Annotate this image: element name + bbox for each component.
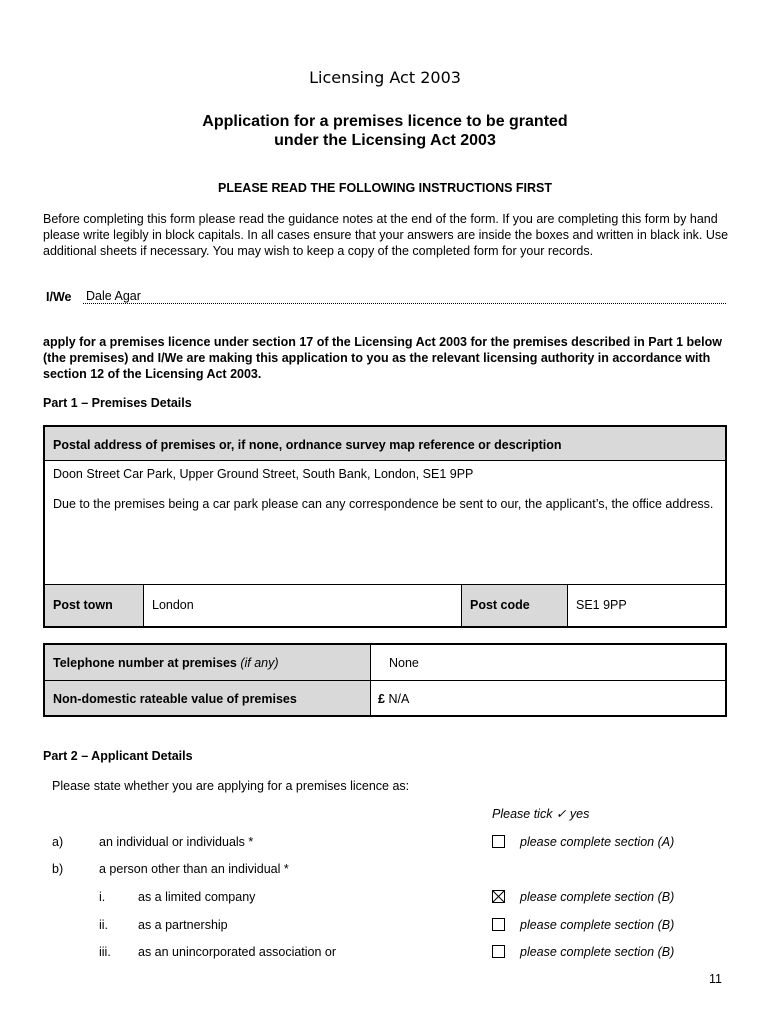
page-number: 11 — [709, 972, 722, 986]
address-line: Doon Street Car Park, Upper Ground Street, South Bank, London, SE1 9PP — [53, 467, 474, 481]
cross-mark-icon — [493, 891, 504, 902]
part1-heading: Part 1 – Premises Details — [43, 396, 192, 410]
option-a-marker: a) — [52, 835, 64, 849]
premises-address-table — [43, 425, 727, 628]
post-town-field[interactable]: London — [144, 585, 462, 626]
option-b-marker: b) — [52, 862, 64, 876]
post-town-label: Post town — [45, 585, 144, 626]
option-ii-label: as a partnership — [138, 918, 228, 932]
address-note: Due to the premises being a car park please can any correspondence be sent to our, the applicant’s, the office address. — [53, 497, 714, 511]
telephone-label-text: Telephone number at premises — [53, 656, 237, 670]
telephone-field[interactable]: None — [371, 645, 725, 681]
post-code-field[interactable]: SE1 9PP — [576, 598, 627, 612]
currency-symbol: £ — [378, 692, 385, 706]
telephone-label-qualifier: (if any) — [240, 656, 279, 670]
application-title-line-2: under the Licensing Act 2003 — [274, 132, 496, 149]
applicant-name-field[interactable]: Dale Agar — [83, 289, 726, 304]
option-iii-marker: iii. — [99, 945, 111, 959]
option-i-label: as a limited company — [138, 890, 256, 904]
rateable-value: N/A — [388, 692, 410, 706]
application-title — [0, 112, 770, 150]
option-iii-label: as an unincorporated association or — [138, 945, 337, 959]
option-i-note: please complete section (B) — [520, 890, 675, 904]
option-i-marker: i. — [99, 890, 106, 904]
part2-heading: Part 2 – Applicant Details — [43, 749, 193, 763]
telephone-rateable-table — [43, 643, 727, 717]
telephone-label — [45, 645, 371, 681]
act-title: Licensing Act 2003 — [309, 68, 461, 87]
option-i-checkbox[interactable] — [492, 890, 505, 903]
address-header: Postal address of premises or, if none, ordnance survey map reference or description — [45, 427, 725, 461]
part2-intro: Please state whether you are applying for a premises licence as: — [52, 779, 410, 793]
option-a-label: an individual or individuals * — [99, 835, 254, 849]
post-code-label: Post code — [462, 585, 568, 626]
instructions-body: Before completing this form please read the guidance notes at the end of the form. If you are completing this form by hand please write legibly in block capitals. In all cases ensure that your answers are inside the boxes and written in black ink. Use additional sheets if necessary. You may wish to keep a copy of the completed form for your records. — [43, 212, 729, 258]
applicant-label: I/We — [46, 290, 72, 304]
application-title-line-1: Application for a premises licence to be granted — [202, 113, 568, 130]
rateable-label: Non-domestic rateable value of premises — [45, 681, 371, 715]
option-a-note: please complete section (A) — [520, 835, 675, 849]
option-iii-note: please complete section (B) — [520, 945, 675, 959]
instructions-heading: PLEASE READ THE FOLLOWING INSTRUCTIONS FIRST — [217, 181, 553, 195]
apply-statement: apply for a premises licence under section 17 of the Licensing Act 2003 for the premises described in Part 1 below (the premises) and I/We are making this application to you as the relevant licensing authority in accordance with section 12 of the Licensing Act 2003. — [43, 335, 722, 381]
option-ii-note: please complete section (B) — [520, 918, 675, 932]
address-field[interactable] — [45, 461, 725, 585]
option-b-label: a person other than an individual * — [99, 862, 289, 876]
tick-header: Please tick ✓ yes — [492, 807, 590, 821]
rateable-field[interactable] — [371, 681, 725, 715]
option-iii-checkbox[interactable] — [492, 945, 505, 958]
option-ii-marker: ii. — [99, 918, 109, 932]
option-ii-checkbox[interactable] — [492, 918, 505, 931]
option-a-checkbox[interactable] — [492, 835, 505, 848]
